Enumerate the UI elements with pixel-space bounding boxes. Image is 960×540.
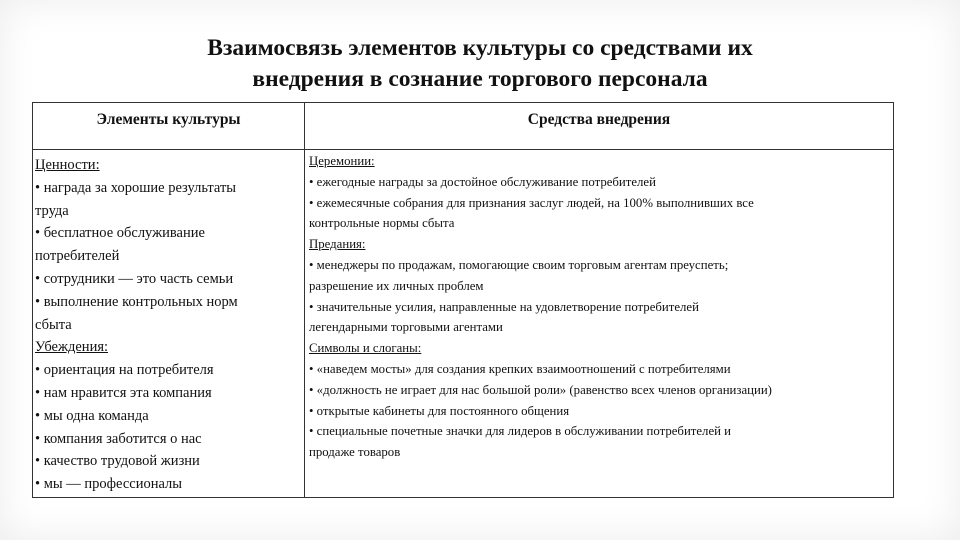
list-item: • качество трудовой жизни — [35, 453, 200, 470]
list-item: • выполнение контрольных норм — [35, 293, 238, 310]
list-item: • специальные почетные значки для лидеров в обслуживании потребителей и — [309, 424, 732, 439]
list-item: контрольные нормы сбыта — [309, 216, 455, 231]
list-item: • «должность не играет для нас большой роли» (равенство всех членов организации) — [309, 382, 772, 397]
list-item: • ежемесячные собрания для признания заслуг людей, на 100% выполнивших все — [309, 195, 754, 210]
list-item: • ежегодные награды за достойное обслуживание потребителей — [309, 174, 656, 189]
list-item: сбыта — [35, 316, 72, 333]
list-item: • значительные усилия, направленные на удовлетворение потребителей — [309, 299, 699, 314]
culture-table — [32, 102, 894, 498]
list-item: • мы одна команда — [35, 407, 149, 424]
title-line-1: Взаимосвязь элементов культуры со средствами их — [207, 35, 753, 61]
list-item: • менеджеры по продажам, помогающие своим торговым агентам преуспеть; — [309, 257, 729, 272]
section-heading: Убеждения: — [35, 339, 109, 356]
list-item: разрешение их личных проблем — [309, 278, 484, 293]
title-line-2: внедрения в сознание торгового персонала — [252, 66, 708, 92]
culture-elements-cell — [35, 154, 300, 496]
list-item: • «наведем мосты» для создания крепких взаимоотношений с потребителями — [309, 361, 731, 376]
list-item: • бесплатное обслуживание — [35, 225, 205, 242]
list-item: • сотрудники — это часть семьи — [35, 270, 234, 287]
list-item: потребителей — [35, 248, 120, 265]
implementation-means-cell — [309, 151, 889, 463]
section-heading: Ценности: — [35, 157, 100, 173]
section-heading: Символы и слоганы: — [309, 341, 422, 356]
list-item: легендарными торговыми агентами — [309, 320, 503, 335]
column-divider — [304, 103, 305, 497]
list-item: • ориентация на потребителя — [35, 362, 214, 379]
header-divider — [33, 149, 893, 150]
list-item: продаже товаров — [309, 445, 401, 460]
list-item: • награда за хорошие результаты — [35, 179, 237, 196]
list-item: • нам нравится эта компания — [35, 384, 212, 401]
section-heading: Предания: — [309, 237, 366, 252]
list-item: • мы — профессионалы — [35, 476, 183, 493]
section-heading: Церемонии: — [309, 154, 375, 168]
list-item: труда — [35, 202, 69, 219]
list-item: • компания заботится о нас — [35, 430, 202, 447]
slide-title — [0, 33, 960, 95]
list-item: • открытые кабинеты для постоянного общения — [309, 403, 570, 418]
header-culture-elements: Элементы культуры — [96, 111, 241, 128]
header-implementation-means: Средства внедрения — [527, 111, 671, 128]
